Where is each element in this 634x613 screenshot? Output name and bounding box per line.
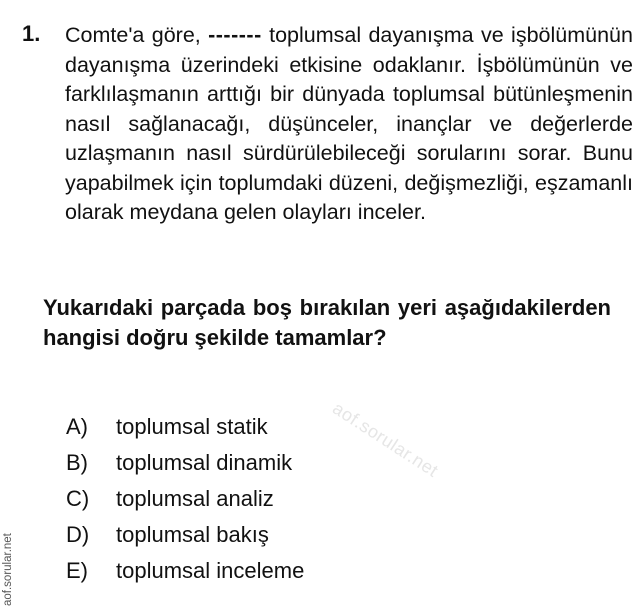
answer-options: [66, 414, 304, 594]
option-e[interactable]: [66, 558, 304, 594]
question-prompt: Yukarıdaki parçada boş bırakılan yeri aşağıdakilerden hangisi doğru şekilde tamamlar?: [43, 295, 611, 350]
diagonal-watermark: aof.sorular.net: [329, 398, 442, 481]
option-text: toplumsal bakış: [116, 522, 269, 547]
option-letter: A): [66, 414, 88, 439]
option-c[interactable]: [66, 486, 304, 522]
option-text: toplumsal dinamik: [116, 450, 293, 475]
option-text: toplumsal analiz: [116, 486, 274, 511]
option-b[interactable]: [66, 450, 304, 486]
question-text-after-blank: toplumsal dayanışma ve işbölümünün dayanışma üzerindeki etkisine odaklanır. İşbölümünün ve farklılaşmanın arttığı bir dünyada toplumsal bütünleşmenin nasıl sağlanacağı, düşünceler, inançlar ve değerlerde uzlaşmanın nasıl sürdürülebileceği sorularını sorar. Bunu yapabilmek için toplumdaki düzeni, değişmezliği, eşzamanlı olarak meydana gelen olayları inceler.: [65, 23, 633, 224]
option-text: toplumsal inceleme: [116, 558, 305, 583]
option-text: toplumsal statik: [116, 414, 268, 439]
question-text: [65, 21, 633, 228]
question-number: 1.: [22, 21, 41, 46]
option-letter: C): [66, 486, 90, 511]
option-letter: B): [66, 450, 88, 475]
option-letter: D): [66, 522, 90, 547]
question-blank: -------: [208, 23, 262, 47]
option-a[interactable]: [66, 414, 304, 450]
question-text-before-blank: Comte'a göre,: [65, 23, 201, 47]
option-letter: E): [66, 558, 88, 583]
side-watermark: aof.sorular.net: [2, 533, 14, 606]
option-d[interactable]: [66, 522, 304, 558]
